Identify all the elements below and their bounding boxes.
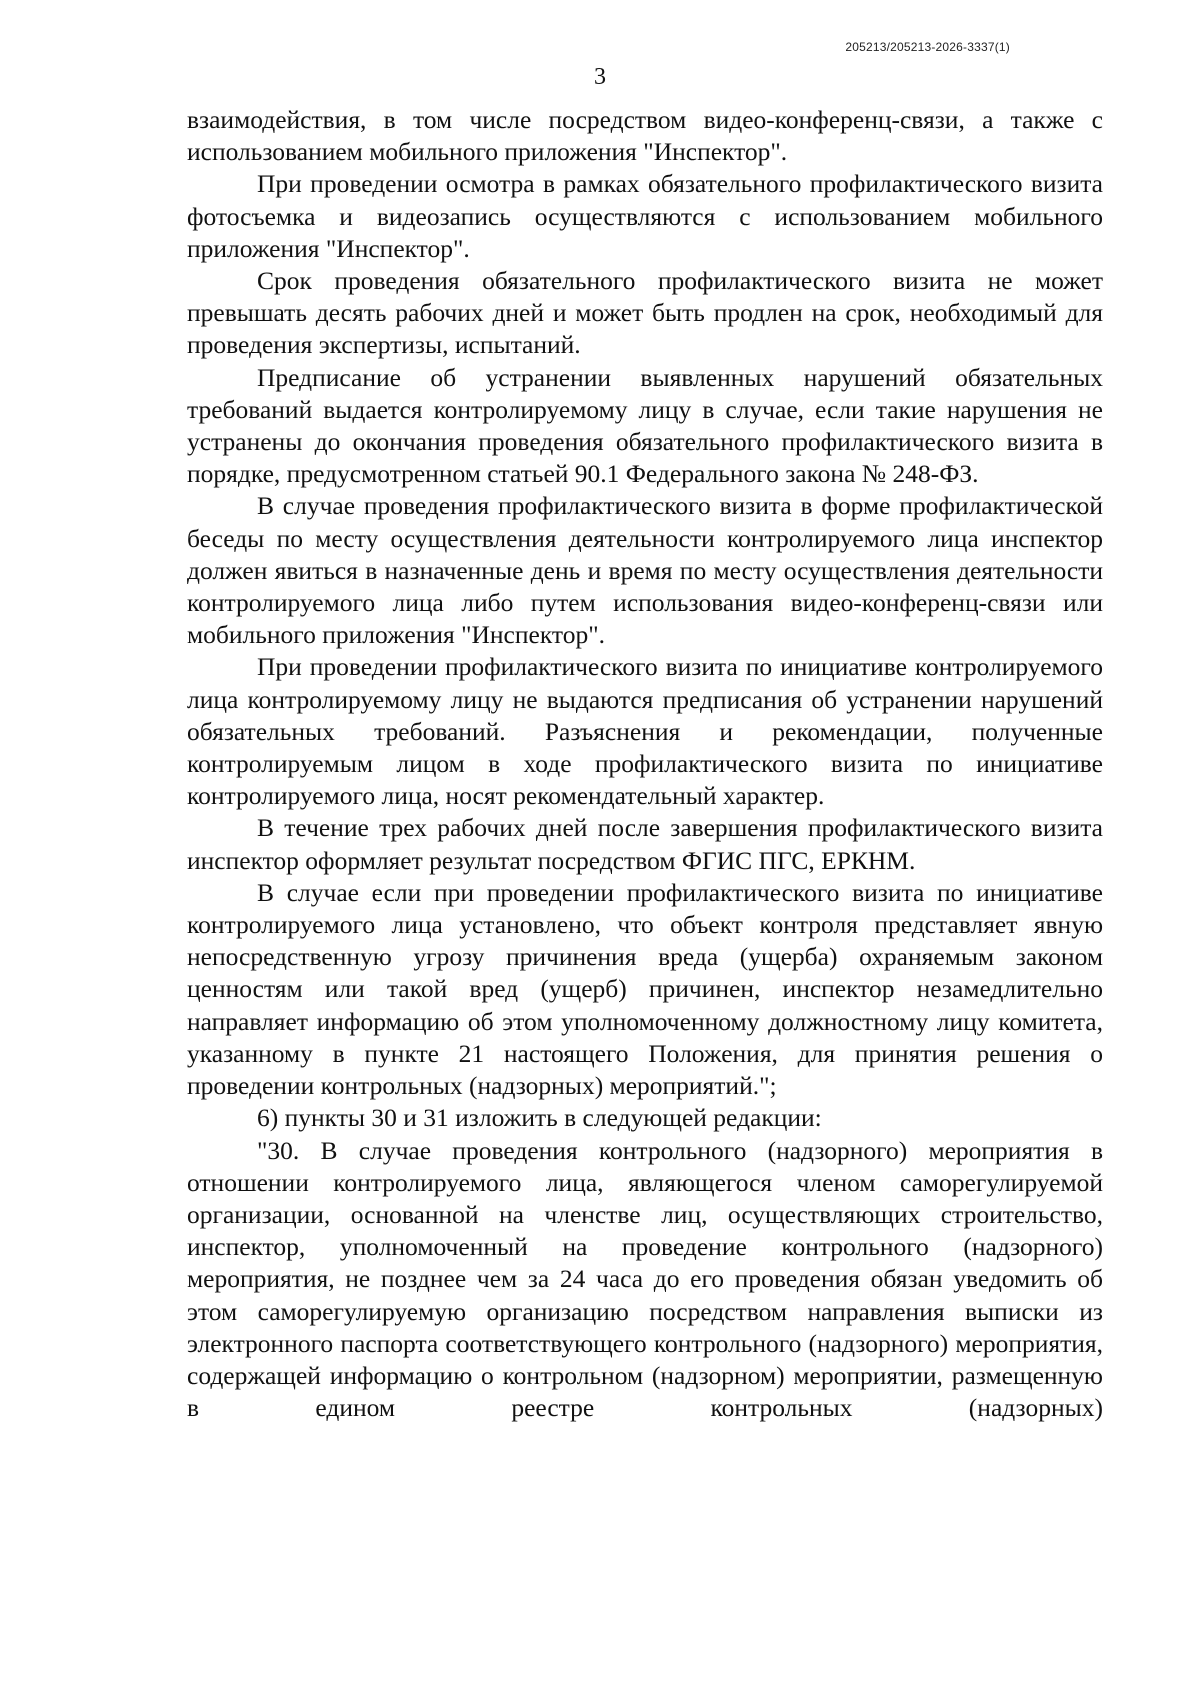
paragraph-threat: В случае если при проведении профилактического визита по инициативе контролируемого лица установлено, что объект контроля представляет явную непосредственную угрозу причинения вреда (ущерба) охраняемым законом ценностям или такой вред (ущерб) причинен, инспектор незамедлительно направляет информацию об этом уполномоченному должностному лицу комитета, указанному в пункте 21 настоящего Положения, для принятия решения о проведении контрольных (надзорных) мероприятий."; (187, 877, 1103, 1101)
paragraph-prescription: Предписание об устранении выявленных нарушений обязательных требований выдается контролируемому лицу в случае, если такие нарушения не устранены до окончания проведения обязательного профилактического визита в порядке, предусмотренном статьей 90.1 Федерального закона № 248-ФЗ. (187, 362, 1103, 489)
paragraph-item-30: "30. В случае проведения контрольного (надзорного) мероприятия в отношении контролируемого лица, являющегося членом саморегулируемой организации, основанной на членстве лиц, осуществляющих строительство, инспектор, уполномоченный на проведение контрольного (надзорного) мероприятия, не позднее чем за 24 часа до его проведения обязан уведомить об этом саморегулируемую организацию посредством направления выписки из электронного паспорта соответствующего контрольного (надзорного) мероприятия, содержащей информацию о контрольном (надзорном) мероприятии, размещенную в едином реестре контрольных (надзорных) (187, 1135, 1103, 1423)
paragraph-inspection-photo: При проведении осмотра в рамках обязательного профилактического визита фотосъемка и видеозапись осуществляются с использованием мобильного приложения "Инспектор". (187, 169, 1103, 263)
paragraph-continuation: взаимодействия, в том числе посредством видео-конференц-связи, а также с использованием мобильного приложения "Инспектор". (187, 105, 1103, 167)
paragraph-amendment: 6) пункты 30 и 31 изложить в следующей редакции: (257, 1103, 822, 1133)
document-body (187, 104, 1103, 1424)
paragraph-visit-result: В течение трех рабочих дней после завершения профилактического визита инспектор оформляет результат посредством ФГИС ПГС, ЕРКНМ. (187, 813, 1103, 875)
page-number: 3 (594, 64, 606, 90)
paragraph-visit-initiative: При проведении профилактического визита по инициативе контролируемого лица контролируемому лицу не выдаются предписания об устранении нарушений обязательных требований. Разъяснения и рекомендации, полученные контролируемым лицом в ходе профилактического визита по инициативе контролируемого лица, носят рекомендательный характер. (187, 652, 1103, 811)
paragraph-visit-duration: Срок проведения обязательного профилактического визита не может превышать десять рабочих дней и может быть продлен на срок, необходимый для проведения экспертизы, испытаний. (187, 266, 1103, 360)
paragraph-visit-conversation: В случае проведения профилактического визита в форме профилактической беседы по месту осуществления деятельности контролируемого лица инспектор должен явиться в назначенные день и время по месту осуществления деятельности контролируемого лица либо путем использования видео-конференц-связи или мобильного приложения "Инспектор". (187, 491, 1103, 650)
document-id: 205213/205213-2026-3337(1) (845, 40, 1010, 54)
